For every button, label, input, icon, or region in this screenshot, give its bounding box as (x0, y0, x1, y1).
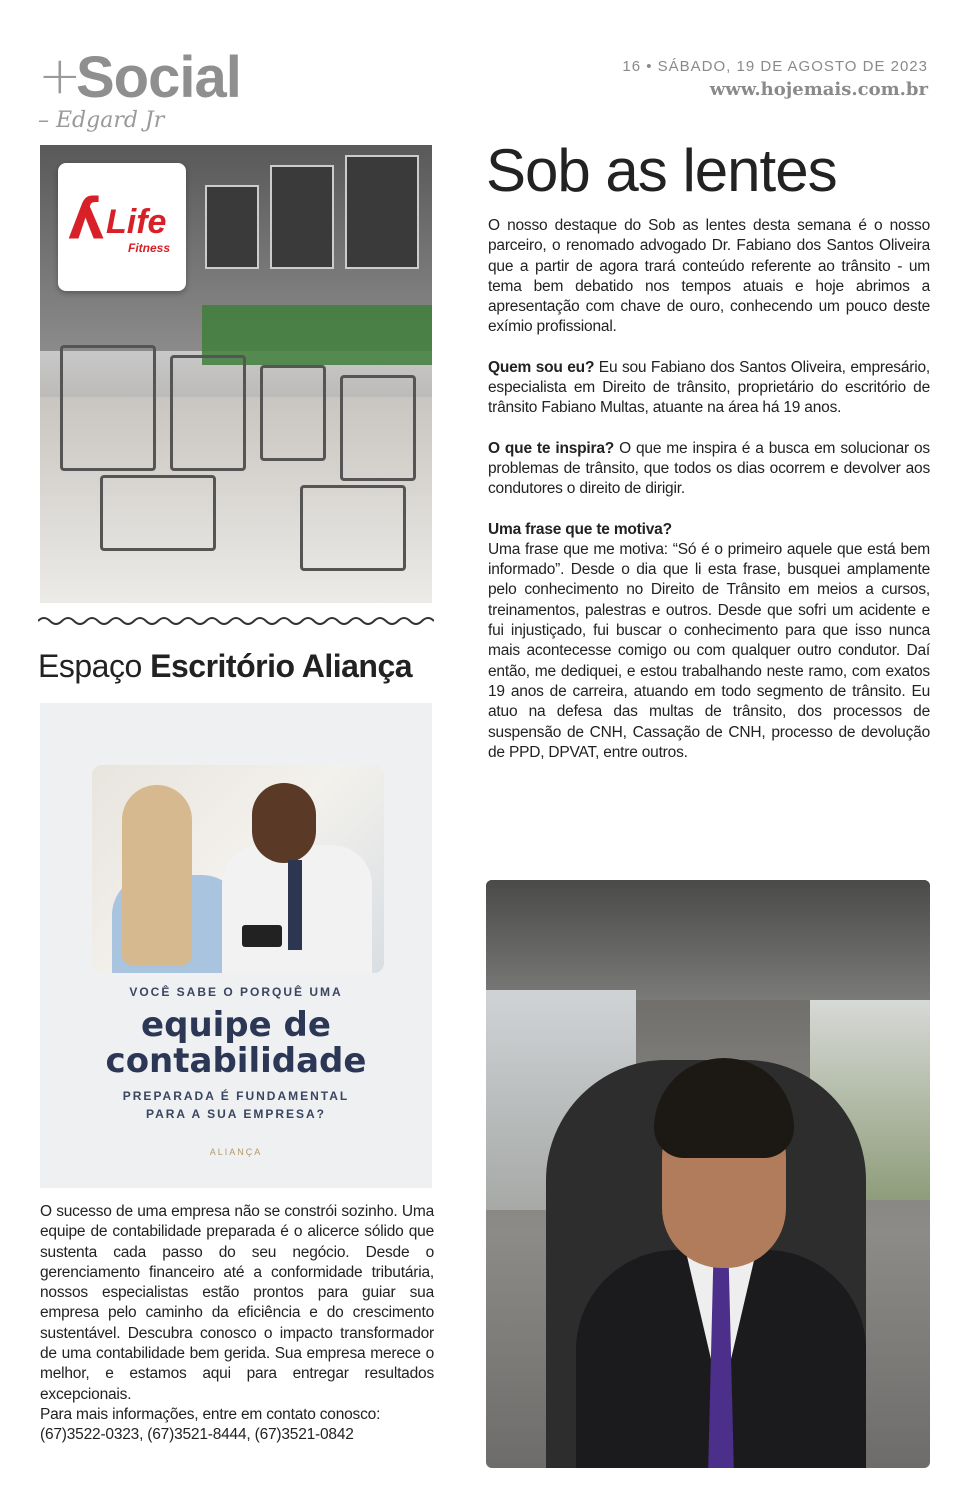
gym-machine (170, 355, 246, 471)
phone-icon (242, 925, 282, 947)
answer-1: Eu sou Fabiano dos Santos Oliveira, empresário, especialista em Direito de trânsito, proprietário do escritório de trânsito Fabiano Multas, atuante na área há 19 anos. (488, 358, 930, 417)
gym-photo (40, 145, 432, 603)
gym-poster (345, 155, 419, 269)
ad-headline (40, 1007, 432, 1079)
ad-brand: ALIANÇA (209, 1147, 263, 1157)
wavy-divider (38, 612, 434, 630)
question-2: O que te inspira? (488, 439, 615, 457)
gym-poster (205, 185, 259, 269)
article-body (488, 216, 930, 763)
question-1: Quem sou eu? (488, 358, 595, 376)
article-qa-2 (488, 439, 930, 500)
columnist-signature: – Edgard Jr (38, 108, 165, 133)
masthead-section-name: Social (76, 45, 241, 110)
man-head (252, 783, 316, 863)
runner-icon: ʎ (68, 187, 105, 252)
logo-subword: Fitness (128, 241, 171, 255)
logo-word: Life (106, 203, 167, 241)
ad-headline-line-2: contabilidade (105, 1041, 367, 1081)
alianca-text (40, 1202, 434, 1446)
gym-machine (260, 365, 326, 461)
masthead-plus: + (38, 46, 82, 106)
espaco-heading (38, 648, 412, 685)
woman-hair (122, 785, 192, 965)
article-qa-1 (488, 358, 930, 419)
article-qa-3 (488, 520, 930, 764)
ad-kicker: VOCÊ SABE O PORQUÊ UMA (129, 985, 343, 999)
man-tie (288, 860, 302, 950)
ad-photo-couple (92, 765, 384, 973)
life-fitness-logo (58, 163, 186, 291)
ad-subtitle-line-1: PREPARADA É FUNDAMENTAL (122, 1089, 350, 1103)
alianca-body: O sucesso de uma empresa não se constrói sozinho. Uma equipe de contabilidade preparada é o alicerce sólido que sustenta cada passo do seu negócio. Desde o gerenciamento financeiro até a conformidade tributária, nossos especialistas estão prontos para guiar sua empresa pelo caminho da eficiência e do crescimento sustentável. Descubra conosco o impacto transformador de uma contabilidade bem gerida. Sua empresa merece o melhor, e estamos aqui para entregar resultados excepcionais. (40, 1203, 434, 1403)
alianca-ad (40, 703, 432, 1188)
gym-poster (270, 165, 334, 269)
website-link[interactable]: www.hojemais.com.br (709, 79, 928, 100)
car-roof (486, 880, 930, 1000)
page-date: 16 • SÁBADO, 19 DE AGOSTO DE 2023 (622, 58, 928, 75)
article-title: Sob as lentes (486, 137, 837, 204)
gym-machine (340, 375, 416, 481)
question-3: Uma frase que te motiva? (488, 520, 672, 538)
section-masthead (38, 44, 338, 134)
alianca-phones: (67)3522-0323, (67)3521-8444, (67)3521-0842 (40, 1426, 354, 1444)
ad-subtitle (40, 1087, 432, 1123)
ad-subtitle-line-2: PARA A SUA EMPRESA? (145, 1107, 326, 1121)
answer-2: O que me inspira é a busca em solucionar os problemas de trânsito, que todos os dias ocorrem e devolver aos condutores o direito de dirigir. (488, 439, 930, 498)
alianca-contact-line: Para mais informações, entre em contato conosco: (40, 1405, 381, 1423)
espaco-prefix: Espaço (38, 648, 142, 684)
espaco-name: Escritório Aliança (150, 648, 413, 684)
ad-headline-line-1: equipe de (141, 1005, 331, 1045)
article-intro: O nosso destaque do Sob as lentes desta semana é o nosso parceiro, o renomado advogado Dr. Fabiano dos Santos Oliveira que a partir de agora trará conteúdo referente ao trânsito - um tema bem debatido nos tempos atuais e hoje abrimos a apresentação com chave de ouro, conhecendo um pouco deste exímio profissional. (488, 217, 930, 336)
page-header-info (622, 58, 928, 100)
answer-3: Uma frase que me motiva: “Só é o primeiro aquele que está bem informado”. Desde o dia que li esta frase, busquei amplamente pelo conhecimento no Direito de Trânsito em meios a cursos, treinamentos, palestras e outros. Desde que sofri um acidente e fui injustiçado, fui buscar o conhecimento para que isso nunca mais acontecesse comigo ou com qualquer outro condutor. Daí então, me dediquei, e estou trabalhando neste ramo, com exatos 19 anos de carreira, atuando em todo segmento de trânsito. Eu atuo na defesa das multas de trânsito, dos processos de suspensão de CNH, Cassação de CNH, processo de devolução de PPD, DPVAT, entre outros. (488, 540, 930, 761)
gym-machine (60, 345, 156, 471)
gym-machine (300, 485, 406, 571)
gym-machine (100, 475, 216, 551)
lawyer-selfie-photo (486, 880, 930, 1468)
